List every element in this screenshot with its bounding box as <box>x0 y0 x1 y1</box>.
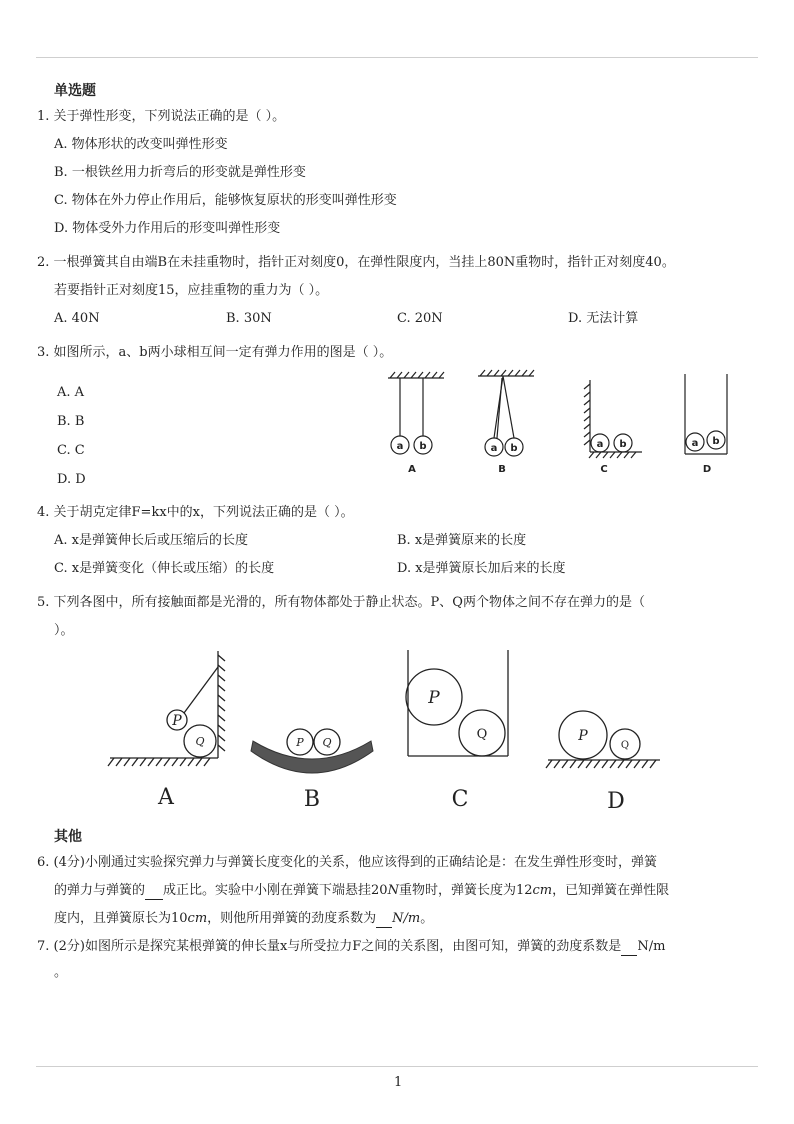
q5-fig-b-ball-p: P <box>296 736 304 749</box>
q1-option-d: D. 物体受外力作用后的形变叫弹性形变 <box>54 221 281 236</box>
q5-fig-d <box>546 711 660 768</box>
q7-line1 <box>37 939 665 956</box>
q3-figure <box>380 366 750 478</box>
q4-stem: 4. 关于胡克定律F=kx中的x，下列说法正确的是（ ）。 <box>37 505 354 520</box>
section-heading-other: 其他 <box>54 829 82 845</box>
q4-option-d: D. x是弹簧原长加后来的长度 <box>397 561 566 576</box>
q6-line3-unit-cm: cm <box>187 911 208 926</box>
q5-fig-c-ball-p: P <box>428 688 440 708</box>
q3-fig-b <box>478 370 534 456</box>
q3-fig-a-ball-b: b <box>419 441 427 452</box>
q5-fig-b-ball-q: Q <box>322 736 332 749</box>
q5-fig-label-c: C <box>451 787 469 812</box>
q3-fig-c-ball-b: b <box>619 439 627 450</box>
q7-line1-part-a: 7. (2分)如图所示是探究某根弹簧的伸长量x与所受拉力F之间的关系图，由图可知，弹簧的劲度系数是 <box>37 939 622 954</box>
q3-option-a: A. A <box>57 385 85 400</box>
q1-option-c: C. 物体在外力停止作用后，能够恢复原状的形变叫弹性形变 <box>54 193 397 208</box>
q6-line2-part-c: 重物时，弹簧长度为12 <box>398 883 533 898</box>
q5-fig-label-d: D <box>607 789 625 814</box>
q3-fig-c-ball-a: a <box>596 439 604 450</box>
q6-line2-unit-n: N <box>387 883 399 898</box>
q2-stem-line1: 2. 一根弹簧其自由端B在未挂重物时，指针正对刻度0，在弹性限度内，当挂上80N重物时，指针正对刻度40。 <box>37 255 675 270</box>
q5-fig-a-ball-p: P <box>172 713 182 729</box>
q6-line2-part-d: ，已知弹簧在弹性限 <box>552 883 670 898</box>
q6-line2-unit-cm: cm <box>532 883 553 898</box>
q5-fig-a-ball-q: Q <box>195 735 205 748</box>
q5-fig-c <box>406 650 508 756</box>
q5-fig-label-a: A <box>158 785 174 810</box>
q5-figure <box>100 645 660 815</box>
top-rule <box>36 57 758 58</box>
q5-fig-c-ball-q: Q <box>476 727 488 742</box>
q6-line3-unit: N/m <box>392 911 421 926</box>
q6-answer-blank-2 <box>376 911 392 928</box>
q6-line1: 6. (4分)小刚通过实验探究弹力与弹簧长度变化的关系，他应该得到的正确结论是：在发生弹性形变时，弹簧 <box>37 855 657 870</box>
q3-option-b: B. B <box>57 414 85 429</box>
q5-fig-d-ball-p: P <box>578 728 588 744</box>
q5-fig-d-ball-q: Q <box>620 740 630 751</box>
q4-option-a: A. x是弹簧伸长后或压缩后的长度 <box>54 533 248 548</box>
q3-fig-b-ball-a: a <box>490 443 498 454</box>
q2-option-a: A. 40N <box>54 311 100 326</box>
q6-line3 <box>54 911 433 928</box>
q5-fig-b <box>287 729 340 755</box>
q6-line3-part-a: 度内，且弹簧原长为10 <box>54 911 188 926</box>
q1-option-a: A. 物体形状的改变叫弹性形变 <box>54 137 228 152</box>
q5-stem-line2: ）。 <box>54 623 74 638</box>
q3-fig-a-ball-a: a <box>396 441 404 452</box>
q2-stem-line2: 若要指针正对刻度15，应挂重物的重力为（ ）。 <box>54 283 329 298</box>
q2-option-d: D. 无法计算 <box>568 311 639 326</box>
q6-line3-part-b: ，则他所用弹簧的劲度系数为 <box>207 911 377 926</box>
q1-option-b: B. 一根铁丝用力折弯后的形变就是弹性形变 <box>54 165 306 180</box>
bottom-rule <box>36 1066 758 1067</box>
q1-stem: 1. 关于弹性形变，下列说法正确的是（ ）。 <box>37 109 286 124</box>
q3-fig-b-ball-b: b <box>510 443 518 454</box>
q3-fig-label-c: C <box>600 464 608 475</box>
q5-stem-line1: 5. 下列各图中，所有接触面都是光滑的，所有物体都处于静止状态。P、Q两个物体之间不存在弹力的是（ <box>37 595 645 610</box>
q3-option-c: C. C <box>57 443 85 458</box>
q5-fig-a <box>108 651 225 766</box>
section-heading-single-choice: 单选题 <box>54 83 96 99</box>
q3-option-d: D. D <box>57 472 86 487</box>
q3-stem: 3. 如图所示，a、b两小球相互间一定有弹力作用的图是（ ）。 <box>37 345 393 360</box>
q6-line2 <box>54 883 669 900</box>
q6-line2-part-a: 的弹力与弹簧的 <box>54 883 146 898</box>
q3-fig-c <box>584 380 642 458</box>
q2-option-b: B. 30N <box>226 311 272 326</box>
q6-line2-part-b: 成正比。实验中小刚在弹簧下端悬挂20 <box>163 883 388 898</box>
q7-line2: 。 <box>54 965 68 980</box>
q3-fig-label-b: B <box>498 464 506 475</box>
q3-fig-label-d: D <box>702 464 712 475</box>
q6-answer-blank-1 <box>145 883 163 900</box>
q4-option-c: C. x是弹簧变化（伸长或压缩）的长度 <box>54 561 275 576</box>
q2-option-c: C. 20N <box>397 311 443 326</box>
q7-line1-unit: N/m <box>637 939 666 954</box>
q7-answer-blank <box>621 939 637 956</box>
page-number: 1 <box>394 1075 403 1090</box>
q3-fig-d-ball-a: a <box>691 438 699 449</box>
q6-line3-part-c: 。 <box>420 911 434 926</box>
q4-option-b: B. x是弹簧原来的长度 <box>397 533 527 548</box>
q3-fig-d-ball-b: b <box>712 436 720 447</box>
q5-fig-label-b: B <box>303 787 321 812</box>
q3-fig-label-a: A <box>408 464 416 475</box>
